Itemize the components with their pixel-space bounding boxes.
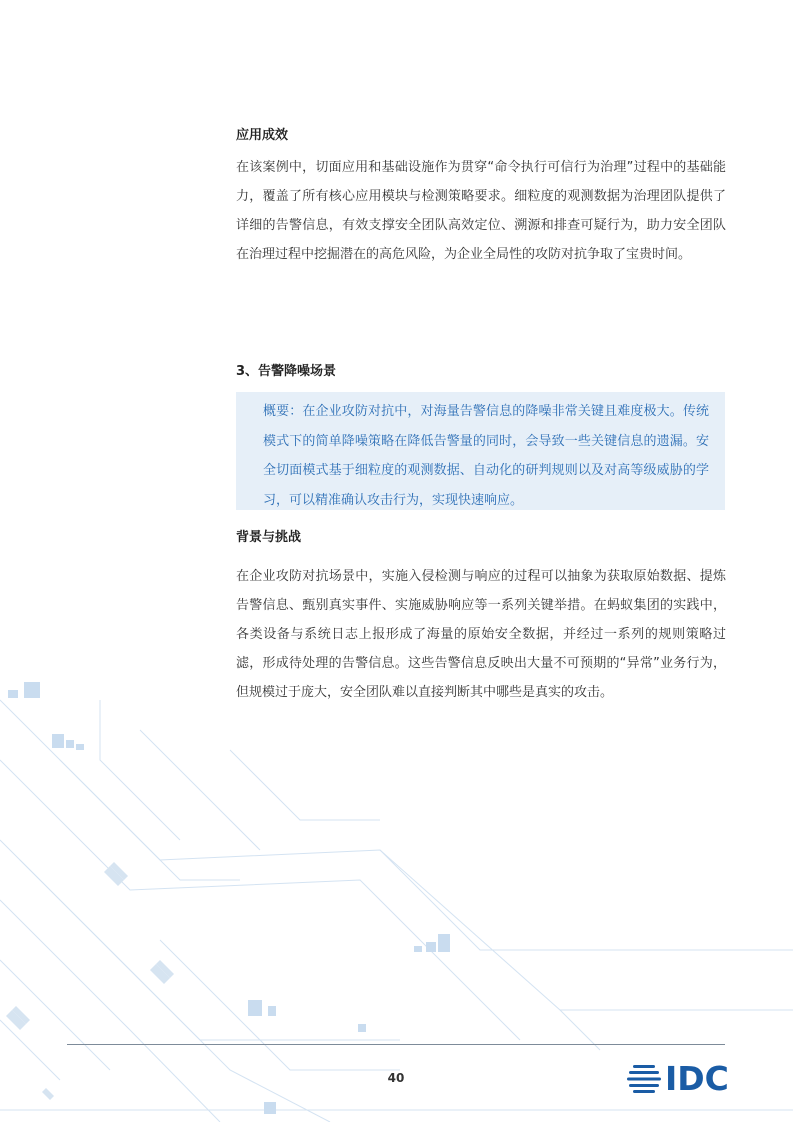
- footer-divider: [67, 1044, 725, 1045]
- page-number: 40: [387, 1071, 405, 1085]
- section-heading-results: 应用成效: [236, 128, 289, 143]
- summary-box: [236, 392, 725, 510]
- section-heading-alert-denoise: 3、告警降噪场景: [236, 364, 337, 379]
- idc-logo: [627, 1061, 727, 1097]
- section-heading-background: 背景与挑战: [236, 530, 302, 545]
- idc-logo-text: IDC: [665, 1059, 729, 1098]
- summary-text: 概要：在企业攻防对抗中，对海量告警信息的降噪非常关键且难度极大。传统模式下的简单降噪策略在降低告警量的同时，会导致一些关键信息的遗漏。安全切面模式基于细粒度的观测数据、自动化的研判规则以及对高等级威胁的学习，可以精准确认攻击行为，实现快速响应。: [263, 404, 709, 508]
- background-paragraph: 在企业攻防对抗场景中，实施入侵检测与响应的过程可以抽象为获取原始数据、提炼告警信息、甄别真实事件、实施威胁响应等一系列关键举措。在蚂蚁集团的实践中，各类设备与系统日志上报形成了海量的原始安全数据，并经过一系列的规则策略过滤，形成待处理的告警信息。这些告警信息反映出大量不可预期的“异常”业务行为，但规模过于庞大，安全团队难以直接判断其中哪些是真实的攻击。: [236, 569, 726, 700]
- results-paragraph: 在该案例中，切面应用和基础设施作为贯穿“命令执行可信行为治理”过程中的基础能力，覆盖了所有核心应用模块与检测策略要求。细粒度的观测数据为治理团队提供了详细的告警信息，有效支撑安全团队高效定位、溯源和排查可疑行为，助力安全团队在治理过程中挖掘潜在的高危风险，为企业全局性的攻防对抗争取了宝贵时间。: [236, 160, 726, 262]
- idc-logo-stripes-icon: [627, 1061, 661, 1097]
